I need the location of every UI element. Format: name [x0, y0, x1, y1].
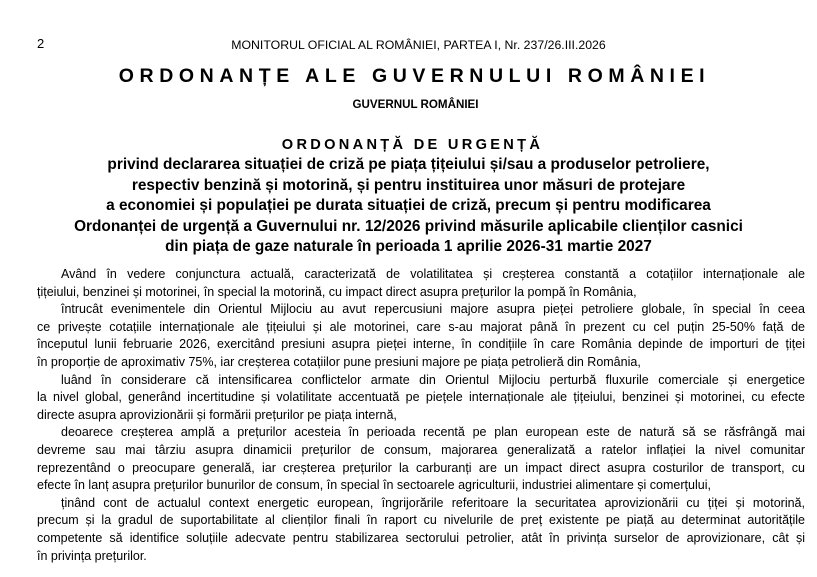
- paragraph-5-line: competente să identifice soluțiile adecvate pentru stabilizarea sectorului petrolier, atât în privința surselor de aprovizionare, cât și: [37, 530, 805, 545]
- paragraph-2-line: întrucât evenimentele din Orientul Mijlociu au avut repercusiuni majore asupra pieței petroliere globale, în special în ceea: [61, 302, 805, 317]
- paragraph-2-line: în proporție de aproximativ 75%, iar creșterea cotațiilor pune presiuni majore pe piața petrolieră din România,: [37, 354, 641, 369]
- document-title-line: a economiei și populației pe durata situației de criză, precum și pentru modificarea: [106, 197, 711, 214]
- preamble-text: [37, 266, 805, 565]
- paragraph-4-line: devreme sau mai târziu asupra dinamicii prețurilor de consum, majorarea generalizată a ratelor inflației la nivel comunitar: [37, 442, 805, 457]
- document-title-line: privind declararea situației de criză pe piața țițeiului și/sau a produselor petroliere,: [107, 156, 710, 173]
- paragraph-1-line: Având în vedere conjunctura actuală, caracterizată de volatilitatea și creșterea constantă a cotațiilor internaționale ale: [61, 267, 805, 281]
- paragraph-1-line: țițeiului, benzinei și motorinei, în special la motorină, cu impact direct asupra prețurilor la pompă în România,: [37, 284, 637, 299]
- paragraph-2-line: ce privește cotațiile internaționale ale țițeiului și ale motorinei, care s-au majorat până în prezent cu cel puțin 25-50% față de: [37, 319, 805, 334]
- document-type: ORDONANȚĂ DE URGENȚĂ: [281, 137, 544, 153]
- paragraph-5-line: în privința prețurilor.: [37, 548, 147, 563]
- paragraph-5-line: precum și la gradul de suportabilitate al clienților finali în raport cu nivelurile de preț existente pe piață au determinat autoritățile: [37, 513, 805, 528]
- paragraph-4-line: efecte în lanț asupra prețurilor bunurilor de consum, în special în sectoarele agriculturii, industriei alimentare și comerțului,: [37, 478, 711, 493]
- document-title-line: din piața de gaze naturale în perioada 1 aprilie 2026-31 martie 2027: [165, 238, 652, 255]
- paragraph-4-line: deoarece creșterea amplă a prețurilor acesteia în perioada recentă pe plan european este de natură să se răsfrângă mai: [61, 425, 805, 440]
- section-title: ORDONANȚE ALE GUVERNULUI ROMÂNIEI: [118, 65, 711, 87]
- paragraph-5-line: ținând cont de actualul context energetic european, îngrijorările referitoare la securitatea aprovizionării cu țiței și motorină,: [61, 495, 805, 510]
- document-title-line: respectiv benzină și motorină, și pentru instituirea unor măsuri de protejare: [131, 176, 686, 194]
- paragraph-3-line: luând în considerare că intensificarea conflictelor armate din Orientul Mijlociu perturbă fluxurile comerciale și energetice: [61, 372, 805, 387]
- paragraph-4-line: reprezentând o preocupare generală, iar creșterea prețurilor la carburanți are un impact direct asupra costurilor de transport, cu: [37, 460, 805, 475]
- document-title: [30, 155, 787, 258]
- issuer-name: GUVERNUL ROMÂNIEI: [352, 98, 479, 111]
- document-title-line: Ordonanței de urgență a Guvernului nr. 12/2026 privind măsurile aplicabile clienților casnici: [74, 217, 743, 235]
- paragraph-3-line: la nivel global, generând incertitudine și volatilitate accentuată pe piețele internaționale ale țițeiului, benzinei și motorinei, cu efecte: [37, 390, 805, 405]
- paragraph-3-line: directe asupra aprovizionării și formării prețurilor pe piața internă,: [37, 407, 397, 422]
- paragraph-2-line: începutul lunii februarie 2026, exercitând presiuni asupra pieței interne, în condițiile în care România depinde de importuri de țiței: [37, 337, 805, 352]
- running-header: MONITORUL OFICIAL AL ROMÂNIEI, PARTEA I, Nr. 237/26.III.2026: [231, 38, 606, 52]
- page-number: 2: [37, 36, 45, 51]
